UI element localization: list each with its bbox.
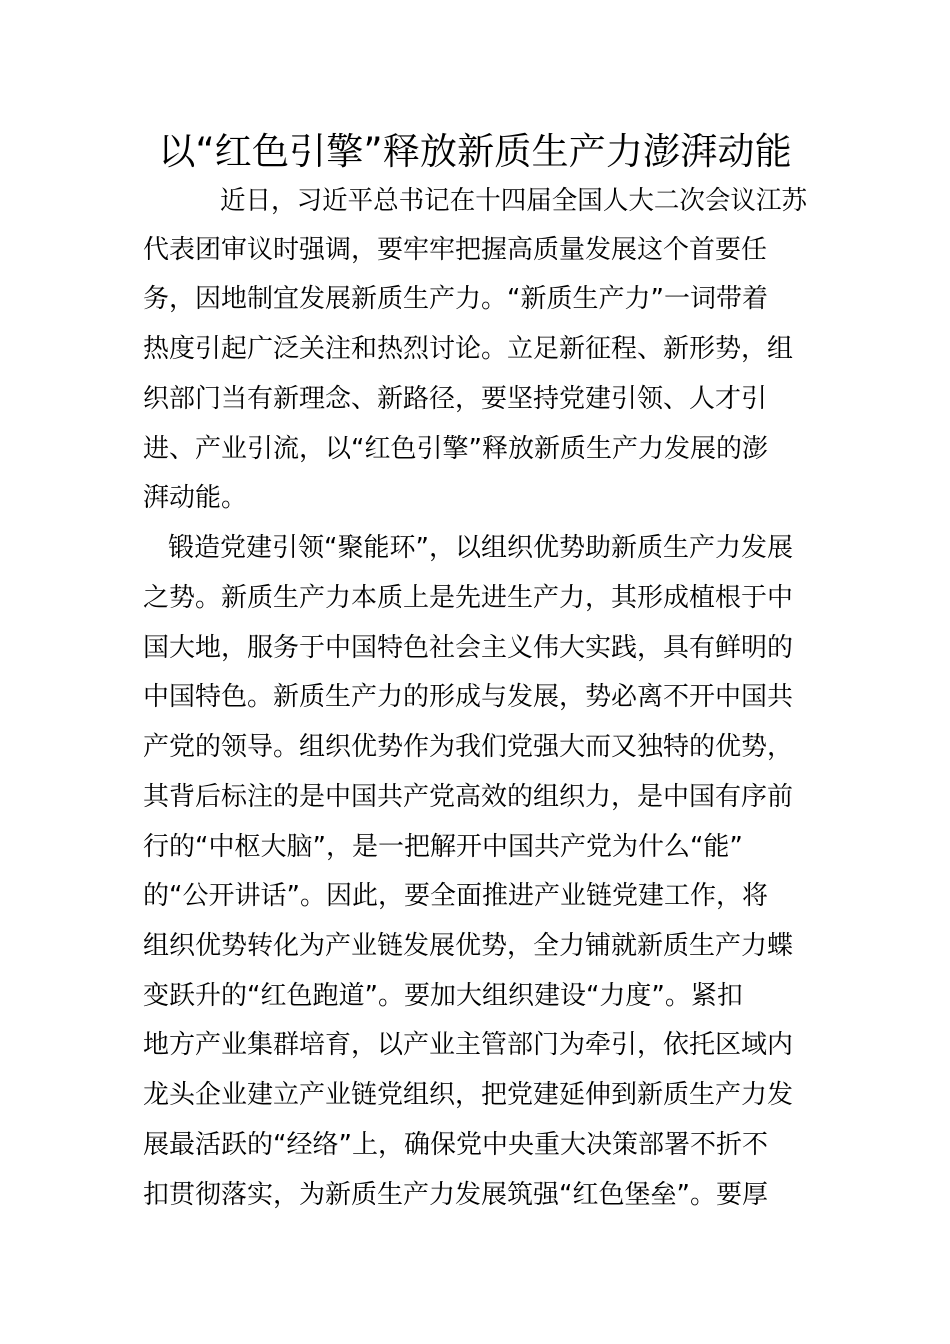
paragraph-line: 产党的领导。组织优势作为我们党强大而又独特的优势， (143, 732, 794, 762)
paragraph-line: 变跃升的“红色跑道”。要加大组织建设“力度”。紧扣 (143, 981, 743, 1011)
paragraph-line: 务，因地制宜发展新质生产力。“新质生产力”一词带着 (143, 284, 768, 314)
paragraph-line: 之势。新质生产力本质上是先进生产力，其形成植根于中 (143, 583, 794, 613)
paragraph-line: 代表团审议时强调，要牢牢把握高质量发展这个首要任 (143, 235, 768, 265)
paragraph-line: 织部门当有新理念、新路径，要坚持党建引领、人才引 (143, 384, 768, 414)
paragraph-line: 热度引起广泛关注和热烈讨论。立足新征程、新形势，组 (143, 334, 794, 364)
paragraph-line: 湃动能。 (143, 483, 248, 513)
paragraph-line: 中国特色。新质生产力的形成与发展，势必离不开中国共 (143, 682, 794, 712)
paragraph-line: 的“公开讲话”。因此，要全面推进产业链党建工作，将 (143, 881, 768, 911)
paragraph-line: 扣贯彻落实，为新质生产力发展筑强“红色堡垒”。要厚 (143, 1180, 768, 1210)
paragraph-line: 组织优势转化为产业链发展优势，全力铺就新质生产力蝶 (143, 931, 794, 961)
paragraph-line: 地方产业集群培育，以产业主管部门为牵引，依托区域内 (143, 1030, 794, 1060)
paragraph-line: 进、产业引流，以“红色引擎”释放新质生产力发展的澎 (143, 434, 768, 464)
paragraph-line: 龙头企业建立产业链党组织，把党建延伸到新质生产力发 (143, 1080, 794, 1110)
paragraph-line: 近日，习近平总书记在十四届全国人大二次会议江苏 (220, 186, 808, 216)
paragraph-line: 锻造党建引领“聚能环”，以组织优势助新质生产力发展 (168, 533, 793, 563)
document-title: 以“红色引擎”释放新质生产力澎湃动能 (158, 129, 792, 173)
paragraph-line: 国大地，服务于中国特色社会主义伟大实践，具有鲜明的 (143, 633, 794, 663)
paragraph-line: 展最活跃的“经络”上，确保党中央重大决策部署不折不 (143, 1130, 768, 1160)
paragraph-line: 行的“中枢大脑”，是一把解开中国共产党为什么“能” (143, 832, 743, 862)
paragraph-line: 其背后标注的是中国共产党高效的组织力，是中国有序前 (143, 782, 794, 812)
